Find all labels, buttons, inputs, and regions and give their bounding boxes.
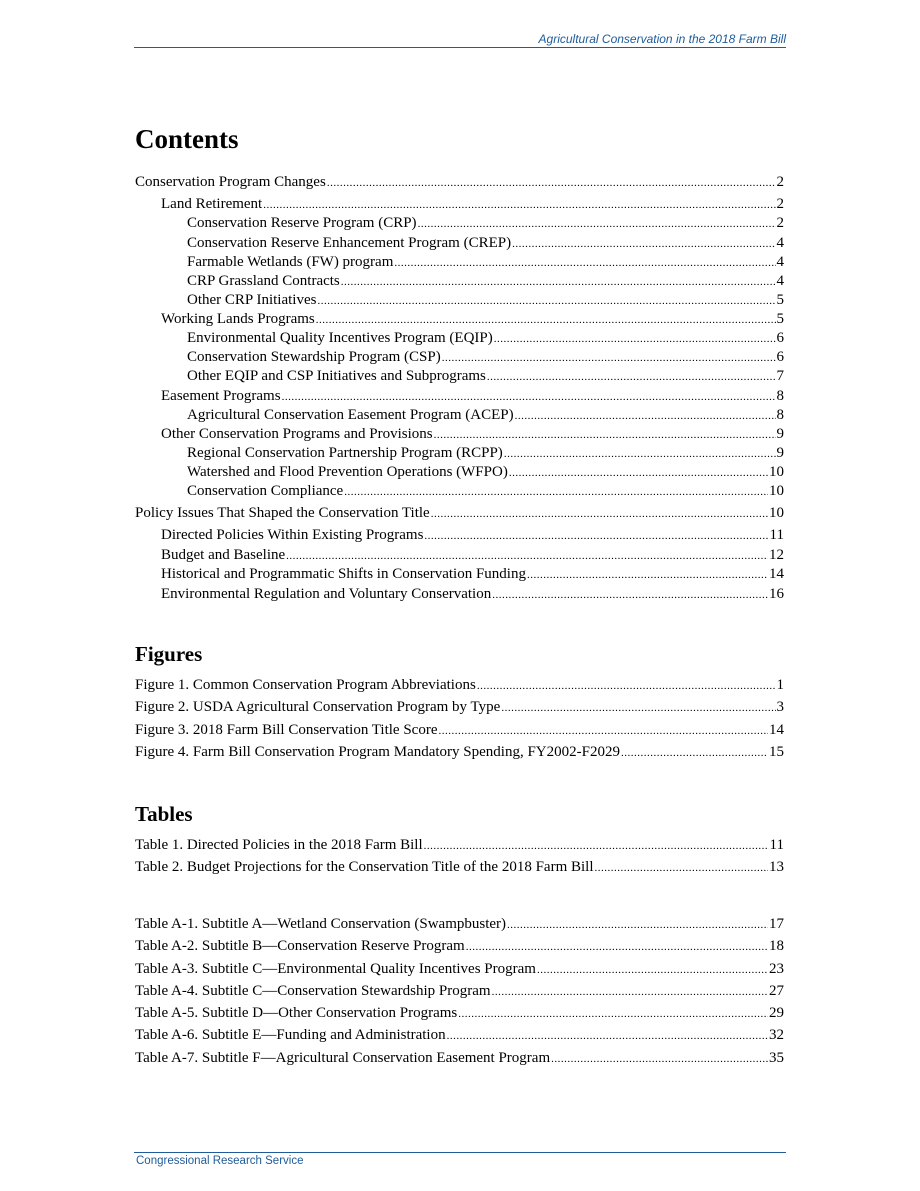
contents-list (135, 174, 784, 605)
table-entry[interactable]: Table A-5. Subtitle D—Other Conservation Programs ..... 29 (135, 1005, 784, 1027)
figure-entry[interactable]: Figure 4. Farm Bill Conservation Program Mandatory Spending, FY2002-F2029 ..... 15 (135, 744, 784, 766)
toc-entry[interactable]: Environmental Regulation and Voluntary Conservation ..... 16 (135, 586, 784, 606)
toc-entry[interactable]: Conservation Reserve Enhancement Program (CREP) ..... 4 (135, 235, 784, 254)
toc-entry[interactable]: Watershed and Flood Prevention Operations (WFPO) ..... 10 (135, 464, 784, 483)
figure-entry[interactable]: Figure 3. 2018 Farm Bill Conservation Title Score ..... 14 (135, 722, 784, 744)
table-entry[interactable]: Table A-2. Subtitle B—Conservation Reserve Program ..... 18 (135, 938, 784, 960)
figure-entry[interactable]: Figure 2. USDA Agricultural Conservation Program by Type ..... 3 (135, 699, 784, 721)
toc-entry[interactable]: Conservation Reserve Program (CRP) ..... 2 (135, 215, 784, 235)
toc-entry[interactable]: Budget and Baseline ..... 12 (135, 547, 784, 567)
toc-entry[interactable]: Land Retirement ..... 2 (135, 196, 784, 215)
footer-rule (134, 1152, 786, 1153)
toc-entry[interactable]: Environmental Quality Incentives Program (EQIP) ..... 6 (135, 330, 784, 349)
appendix-tables-list (135, 916, 784, 1072)
toc-entry[interactable]: Conservation Compliance ..... 10 (135, 483, 784, 505)
table-entry[interactable]: Table A-1. Subtitle A—Wetland Conservation (Swampbuster) ..... 17 (135, 916, 784, 938)
toc-entry[interactable]: Other CRP Initiatives ..... 5 (135, 292, 784, 312)
toc-entry[interactable]: Conservation Program Changes ..... 2 (135, 174, 784, 196)
running-header: Agricultural Conservation in the 2018 Farm Bill (538, 32, 786, 46)
toc-entry[interactable]: Working Lands Programs ..... 5 (135, 311, 784, 330)
toc-entry[interactable]: Easement Programs ..... 8 (135, 388, 784, 407)
toc-entry[interactable]: Policy Issues That Shaped the Conservation Title ..... 10 (135, 505, 784, 527)
table-entry[interactable]: Table A-4. Subtitle C—Conservation Stewardship Program ..... 27 (135, 983, 784, 1005)
toc-entry[interactable]: Directed Policies Within Existing Programs ..... 11 (135, 527, 784, 547)
toc-entry[interactable]: Farmable Wetlands (FW) program ..... 4 (135, 254, 784, 273)
tables-list (135, 837, 784, 882)
contents-heading: Contents (135, 124, 239, 154)
figures-list (135, 677, 784, 766)
table-entry[interactable]: Table A-7. Subtitle F—Agricultural Conservation Easement Program ..... 35 (135, 1050, 784, 1072)
toc-entry[interactable]: Agricultural Conservation Easement Program (ACEP) ..... 8 (135, 407, 784, 427)
toc-entry[interactable]: Other Conservation Programs and Provisions ..... 9 (135, 426, 784, 445)
footer-org: Congressional Research Service (136, 1155, 304, 1167)
figure-entry[interactable]: Figure 1. Common Conservation Program Abbreviations ..... 1 (135, 677, 784, 699)
table-entry[interactable]: Table A-6. Subtitle E—Funding and Administration ..... 32 (135, 1027, 784, 1049)
table-entry[interactable]: Table 2. Budget Projections for the Conservation Title of the 2018 Farm Bill ..... 13 (135, 859, 784, 881)
table-entry[interactable]: Table A-3. Subtitle C—Environmental Quality Incentives Program ..... 23 (135, 961, 784, 983)
toc-entry[interactable]: CRP Grassland Contracts ..... 4 (135, 273, 784, 292)
toc-entry[interactable]: Regional Conservation Partnership Program (RCPP) ..... 9 (135, 445, 784, 464)
toc-entry[interactable]: Historical and Programmatic Shifts in Conservation Funding ..... 14 (135, 566, 784, 586)
tables-heading: Tables (135, 802, 193, 826)
toc-entry[interactable]: Conservation Stewardship Program (CSP) ..... 6 (135, 349, 784, 368)
figures-heading: Figures (135, 642, 203, 666)
table-entry[interactable]: Table 1. Directed Policies in the 2018 Farm Bill ..... 11 (135, 837, 784, 859)
header-rule (134, 47, 786, 48)
toc-entry[interactable]: Other EQIP and CSP Initiatives and Subprograms ..... 7 (135, 368, 784, 388)
